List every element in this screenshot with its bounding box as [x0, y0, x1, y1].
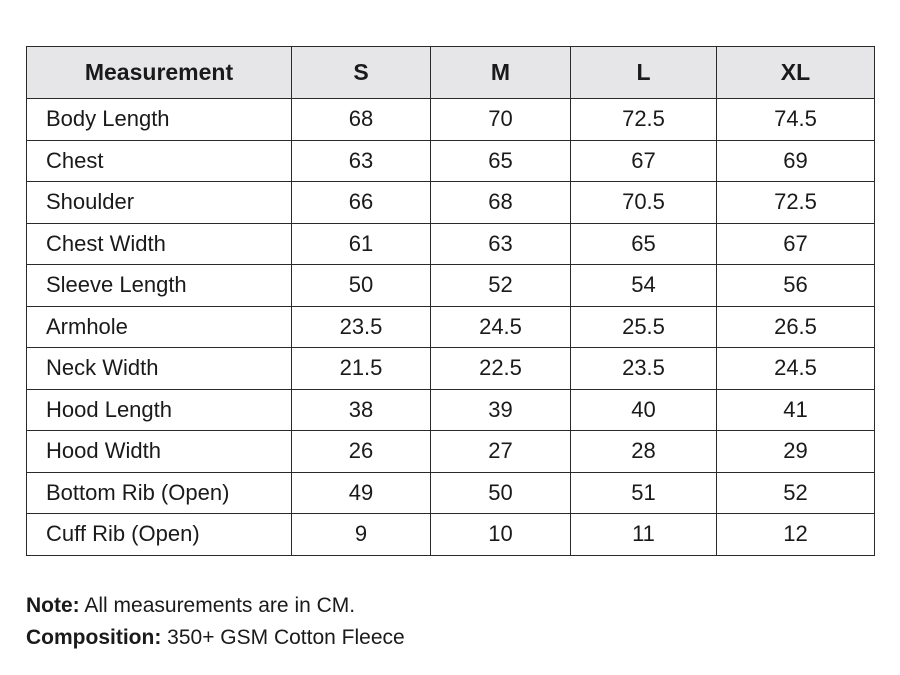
size-value-cell: 9	[292, 514, 431, 556]
notes-section	[26, 590, 405, 654]
note-text: All measurements are in CM.	[84, 594, 356, 617]
size-value-cell: 67	[717, 223, 875, 265]
table-row	[27, 99, 875, 141]
size-value-cell: 68	[431, 182, 571, 224]
size-value-cell: 51	[571, 472, 717, 514]
size-value-cell: 40	[571, 389, 717, 431]
measurement-label: Chest Width	[27, 223, 292, 265]
size-value-cell: 21.5	[292, 348, 431, 390]
measurement-label: Chest	[27, 140, 292, 182]
table-row	[27, 306, 875, 348]
size-value-cell: 12	[717, 514, 875, 556]
size-value-cell: 41	[717, 389, 875, 431]
size-value-cell: 54	[571, 265, 717, 307]
table-row	[27, 472, 875, 514]
table-row	[27, 140, 875, 182]
size-value-cell: 52	[431, 265, 571, 307]
table-header	[27, 47, 875, 99]
size-value-cell: 50	[292, 265, 431, 307]
measurement-label: Neck Width	[27, 348, 292, 390]
table-row	[27, 182, 875, 224]
size-value-cell: 50	[431, 472, 571, 514]
measurement-label: Hood Length	[27, 389, 292, 431]
size-value-cell: 24.5	[717, 348, 875, 390]
measurement-label: Cuff Rib (Open)	[27, 514, 292, 556]
measurement-label: Bottom Rib (Open)	[27, 472, 292, 514]
composition-text: 350+ GSM Cotton Fleece	[167, 626, 405, 649]
table-body	[27, 99, 875, 556]
size-value-cell: 38	[292, 389, 431, 431]
size-value-cell: 72.5	[571, 99, 717, 141]
size-value-cell: 56	[717, 265, 875, 307]
table-row	[27, 348, 875, 390]
header-size-l: L	[571, 47, 717, 99]
size-value-cell: 74.5	[717, 99, 875, 141]
size-value-cell: 22.5	[431, 348, 571, 390]
size-value-cell: 23.5	[292, 306, 431, 348]
size-value-cell: 27	[431, 431, 571, 473]
measurement-label: Shoulder	[27, 182, 292, 224]
size-value-cell: 26	[292, 431, 431, 473]
size-value-cell: 69	[717, 140, 875, 182]
header-measurement: Measurement	[27, 47, 292, 99]
header-row	[27, 47, 875, 99]
size-value-cell: 66	[292, 182, 431, 224]
note-label: Note:	[26, 594, 80, 617]
size-value-cell: 29	[717, 431, 875, 473]
measurement-label: Hood Width	[27, 431, 292, 473]
size-chart-table	[26, 46, 875, 556]
size-value-cell: 25.5	[571, 306, 717, 348]
note-line	[26, 590, 405, 622]
size-value-cell: 24.5	[431, 306, 571, 348]
size-value-cell: 68	[292, 99, 431, 141]
size-value-cell: 63	[431, 223, 571, 265]
composition-label: Composition:	[26, 626, 162, 649]
header-size-m: M	[431, 47, 571, 99]
measurement-label: Sleeve Length	[27, 265, 292, 307]
header-size-s: S	[292, 47, 431, 99]
size-value-cell: 52	[717, 472, 875, 514]
table-row	[27, 514, 875, 556]
size-value-cell: 65	[431, 140, 571, 182]
size-value-cell: 63	[292, 140, 431, 182]
measurement-label: Armhole	[27, 306, 292, 348]
size-value-cell: 11	[571, 514, 717, 556]
size-value-cell: 65	[571, 223, 717, 265]
table-row	[27, 431, 875, 473]
composition-line	[26, 622, 405, 654]
size-value-cell: 28	[571, 431, 717, 473]
size-value-cell: 70	[431, 99, 571, 141]
size-value-cell: 39	[431, 389, 571, 431]
size-value-cell: 23.5	[571, 348, 717, 390]
size-value-cell: 72.5	[717, 182, 875, 224]
size-value-cell: 26.5	[717, 306, 875, 348]
table-row	[27, 389, 875, 431]
size-value-cell: 10	[431, 514, 571, 556]
header-size-xl: XL	[717, 47, 875, 99]
size-value-cell: 70.5	[571, 182, 717, 224]
size-value-cell: 49	[292, 472, 431, 514]
measurement-label: Body Length	[27, 99, 292, 141]
table-row	[27, 265, 875, 307]
size-value-cell: 67	[571, 140, 717, 182]
size-value-cell: 61	[292, 223, 431, 265]
table-row	[27, 223, 875, 265]
